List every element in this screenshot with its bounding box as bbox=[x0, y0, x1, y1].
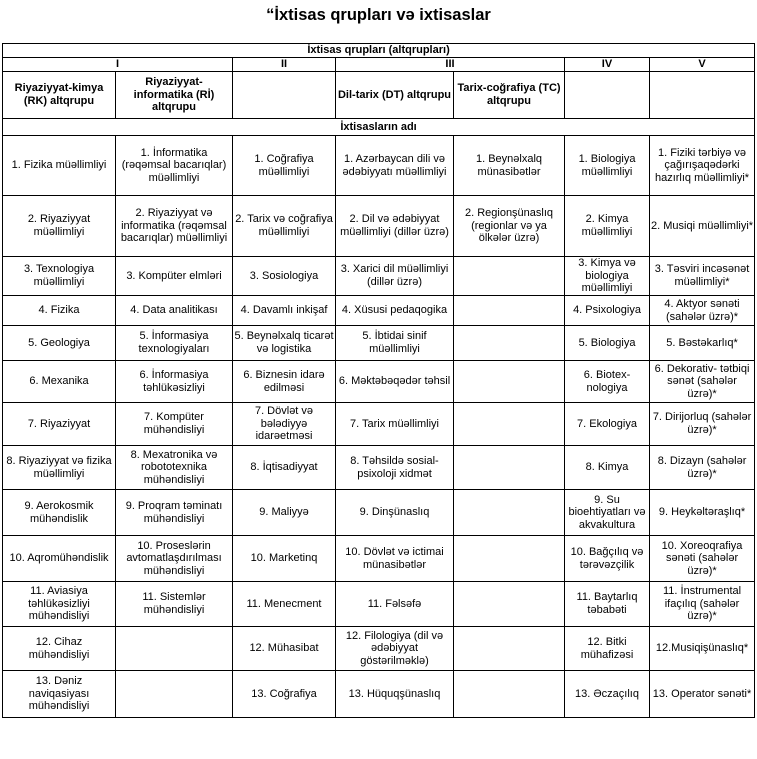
table-row bbox=[3, 671, 755, 718]
table-cell: 2. Regionşünaslıq (regionlar və ya ölkələr üzrə) bbox=[454, 196, 565, 257]
page-title: “İxtisas qrupları və ixtisaslar bbox=[266, 6, 491, 24]
subgroup-rk: Riyaziyyat-kimya (RK) altqrupu bbox=[3, 72, 116, 119]
table-cell: 12. Filologiya (dil və ədəbiyyat göstərilməklə) bbox=[336, 627, 454, 671]
table-cell: 9. Dinşünaslıq bbox=[336, 490, 454, 536]
table-cell: 12. Cihaz mühəndisliyi bbox=[3, 627, 116, 671]
table-cell: 7. Tarix müəllimliyi bbox=[336, 403, 454, 446]
group-roman-4: IV bbox=[565, 58, 650, 72]
table-cell bbox=[454, 490, 565, 536]
table-cell: 9. Maliyyə bbox=[233, 490, 336, 536]
table-cell bbox=[454, 582, 565, 627]
table-cell: 11. Fəlsəfə bbox=[336, 582, 454, 627]
specialty-groups-table bbox=[2, 43, 755, 718]
table-row bbox=[3, 446, 755, 490]
table-cell: 12. Bitki mühafizəsi bbox=[565, 627, 650, 671]
table-cell: 8. Riyaziyyat və fizika müəllimliyi bbox=[3, 446, 116, 490]
table-cell: 13. Hüquqşünaslıq bbox=[336, 671, 454, 718]
table-row bbox=[3, 536, 755, 582]
table-row bbox=[3, 490, 755, 536]
subgroup-tc: Tarix-coğrafiya (TC) altqrupu bbox=[454, 72, 565, 119]
table-cell: 1. Coğrafiya müəllimliyi bbox=[233, 136, 336, 196]
table-cell bbox=[454, 671, 565, 718]
table-cell: 8. Kimya bbox=[565, 446, 650, 490]
table-cell: 11. Aviasiya təhlükəsizliyi mühəndisliyi bbox=[3, 582, 116, 627]
table-cell bbox=[454, 326, 565, 361]
groups-title-row bbox=[3, 44, 755, 58]
table-cell: 13. Dəniz naviqasiyası mühəndisliyi bbox=[3, 671, 116, 718]
table-cell: 1. Fizika müəllimliyi bbox=[3, 136, 116, 196]
table-cell: 13. Operator sənəti* bbox=[650, 671, 755, 718]
table-cell: 7. Dirijorluq (sahələr üzrə)* bbox=[650, 403, 755, 446]
table-cell: 5. Geologiya bbox=[3, 326, 116, 361]
table-cell: 13. Əczaçılıq bbox=[565, 671, 650, 718]
table-cell: 6. Biotex- nologiya bbox=[565, 361, 650, 403]
table-cell bbox=[454, 446, 565, 490]
table-cell: 10. Aqromühəndislik bbox=[3, 536, 116, 582]
table-cell: 3. Texnologiya müəllimliyi bbox=[3, 257, 116, 296]
table-cell: 12. Mühasibat bbox=[233, 627, 336, 671]
specialties-title: İxtisasların adı bbox=[3, 119, 755, 136]
table-cell bbox=[116, 627, 233, 671]
table-cell: 8. İqtisadiyyat bbox=[233, 446, 336, 490]
table-row bbox=[3, 361, 755, 403]
table-cell: 9. Aerokosmik mühəndislik bbox=[3, 490, 116, 536]
table-cell: 2. Kimya müəllimliyi bbox=[565, 196, 650, 257]
table-cell: 6. Məktəbəqədər təhsil bbox=[336, 361, 454, 403]
subgroup-empty bbox=[565, 72, 650, 119]
table-cell: 4. Davamlı inkişaf bbox=[233, 296, 336, 326]
table-cell bbox=[454, 536, 565, 582]
table-cell: 3. Təsviri incəsənət müəllimliyi* bbox=[650, 257, 755, 296]
table-cell: 3. Kimya və biologiya müəllimliyi bbox=[565, 257, 650, 296]
table-cell: 9. Proqram təminatı mühəndisliyi bbox=[116, 490, 233, 536]
table-cell: 5. Biologiya bbox=[565, 326, 650, 361]
table-cell: 11. Menecment bbox=[233, 582, 336, 627]
table-cell: 4. Data analitikası bbox=[116, 296, 233, 326]
table-cell: 10. Xoreoqrafiya sənəti (sahələr üzrə)* bbox=[650, 536, 755, 582]
table-row bbox=[3, 627, 755, 671]
subgroup-empty bbox=[233, 72, 336, 119]
table-cell: 4. Xüsusi pedaqogika bbox=[336, 296, 454, 326]
table-cell: 2. Dil və ədəbiyyat müəllimliyi (dillər üzrə) bbox=[336, 196, 454, 257]
subgroup-row bbox=[3, 72, 755, 119]
group-roman-1: I bbox=[3, 58, 233, 72]
table-cell: 8. Təhsildə sosial- psixoloji xidmət bbox=[336, 446, 454, 490]
table-cell: 5. Beynəlxalq ticarət və logistika bbox=[233, 326, 336, 361]
table-cell: 5. Bəstəkarlıq* bbox=[650, 326, 755, 361]
table-row bbox=[3, 196, 755, 257]
table-cell: 10. Marketinq bbox=[233, 536, 336, 582]
group-roman-3: III bbox=[336, 58, 565, 72]
table-cell: 10. Dövlət və ictimai münasibətlər bbox=[336, 536, 454, 582]
table-row bbox=[3, 582, 755, 627]
table-cell: 3. Sosiologiya bbox=[233, 257, 336, 296]
table-cell: 2. Musiqi müəllimliyi* bbox=[650, 196, 755, 257]
table-cell: 12.Musiqişünaslıq* bbox=[650, 627, 755, 671]
table-cell: 1. Azərbaycan dili və ədəbiyyatı müəllimliyi bbox=[336, 136, 454, 196]
table-cell: 4. Fizika bbox=[3, 296, 116, 326]
table-cell bbox=[454, 627, 565, 671]
roman-numeral-row bbox=[3, 58, 755, 72]
table-cell: 1. Fiziki tərbiyə və çağırışaqədərki hazırlıq müəllimliyi* bbox=[650, 136, 755, 196]
table-row bbox=[3, 403, 755, 446]
table-cell: 1. Beynəlxalq münasibətlər bbox=[454, 136, 565, 196]
table-cell: 8. Dizayn (sahələr üzrə)* bbox=[650, 446, 755, 490]
table-cell: 11. İnstrumental ifaçılıq (sahələr üzrə)* bbox=[650, 582, 755, 627]
specialties-title-row bbox=[3, 119, 755, 136]
table-cell: 6. Dekorativ- tətbiqi sənət (sahələr üzrə)* bbox=[650, 361, 755, 403]
table-row bbox=[3, 326, 755, 361]
subgroup-empty bbox=[650, 72, 755, 119]
table-cell: 6. İnformasiya təhlükəsizliyi bbox=[116, 361, 233, 403]
table-cell: 5. İnformasiya texnologiyaları bbox=[116, 326, 233, 361]
table-cell: 11. Baytarlıq təbabəti bbox=[565, 582, 650, 627]
table-cell: 6. Biznesin idarə edilməsi bbox=[233, 361, 336, 403]
table-cell: 1. İnformatika (rəqəmsal bacarıqlar) müəllimliyi bbox=[116, 136, 233, 196]
table-row bbox=[3, 257, 755, 296]
table-cell: 7. Kompüter mühəndisliyi bbox=[116, 403, 233, 446]
table-cell bbox=[454, 361, 565, 403]
subgroup-ri: Riyaziyyat-informatika (Rİ) altqrupu bbox=[116, 72, 233, 119]
table-cell bbox=[454, 296, 565, 326]
table-cell: 7. Riyaziyyat bbox=[3, 403, 116, 446]
group-roman-2: II bbox=[233, 58, 336, 72]
table-cell: 3. Kompüter elmləri bbox=[116, 257, 233, 296]
table-cell: 9. Su bioehtiyatları və akvakultura bbox=[565, 490, 650, 536]
subgroup-dt: Dil-tarix (DT) altqrupu bbox=[336, 72, 454, 119]
table-cell: 4. Psixologiya bbox=[565, 296, 650, 326]
table-cell: 6. Mexanika bbox=[3, 361, 116, 403]
table-cell: 5. İbtidai sinif müəllimliyi bbox=[336, 326, 454, 361]
table-cell: 2. Riyaziyyat və informatika (rəqəmsal bacarıqlar) müəllimliyi bbox=[116, 196, 233, 257]
table-cell: 2. Riyaziyyat müəllimliyi bbox=[3, 196, 116, 257]
table-cell: 11. Sistemlər mühəndisliyi bbox=[116, 582, 233, 627]
table-cell: 7. Dövlət və bələdiyyə idarəetməsi bbox=[233, 403, 336, 446]
table-cell bbox=[454, 257, 565, 296]
group-roman-5: V bbox=[650, 58, 755, 72]
table-cell: 3. Xarici dil müəllimliyi (dillər üzrə) bbox=[336, 257, 454, 296]
table-cell: 7. Ekologiya bbox=[565, 403, 650, 446]
table-cell: 2. Tarix və coğrafiya müəllimliyi bbox=[233, 196, 336, 257]
table-cell bbox=[116, 671, 233, 718]
table-cell bbox=[454, 403, 565, 446]
table-cell: 13. Coğrafiya bbox=[233, 671, 336, 718]
table-row bbox=[3, 296, 755, 326]
table-cell: 4. Aktyor sənəti (sahələr üzrə)* bbox=[650, 296, 755, 326]
groups-title: İxtisas qrupları (altqrupları) bbox=[3, 44, 755, 58]
table-cell: 10. Bağçılıq və tərəvəzçilik bbox=[565, 536, 650, 582]
table-cell: 10. Proseslərin avtomatlaşdırılması mühəndisliyi bbox=[116, 536, 233, 582]
table-cell: 9. Heykəltəraşlıq* bbox=[650, 490, 755, 536]
table-cell: 8. Mexatronika və robototexnika mühəndisliyi bbox=[116, 446, 233, 490]
table-row bbox=[3, 136, 755, 196]
table-cell: 1. Biologiya müəllimliyi bbox=[565, 136, 650, 196]
